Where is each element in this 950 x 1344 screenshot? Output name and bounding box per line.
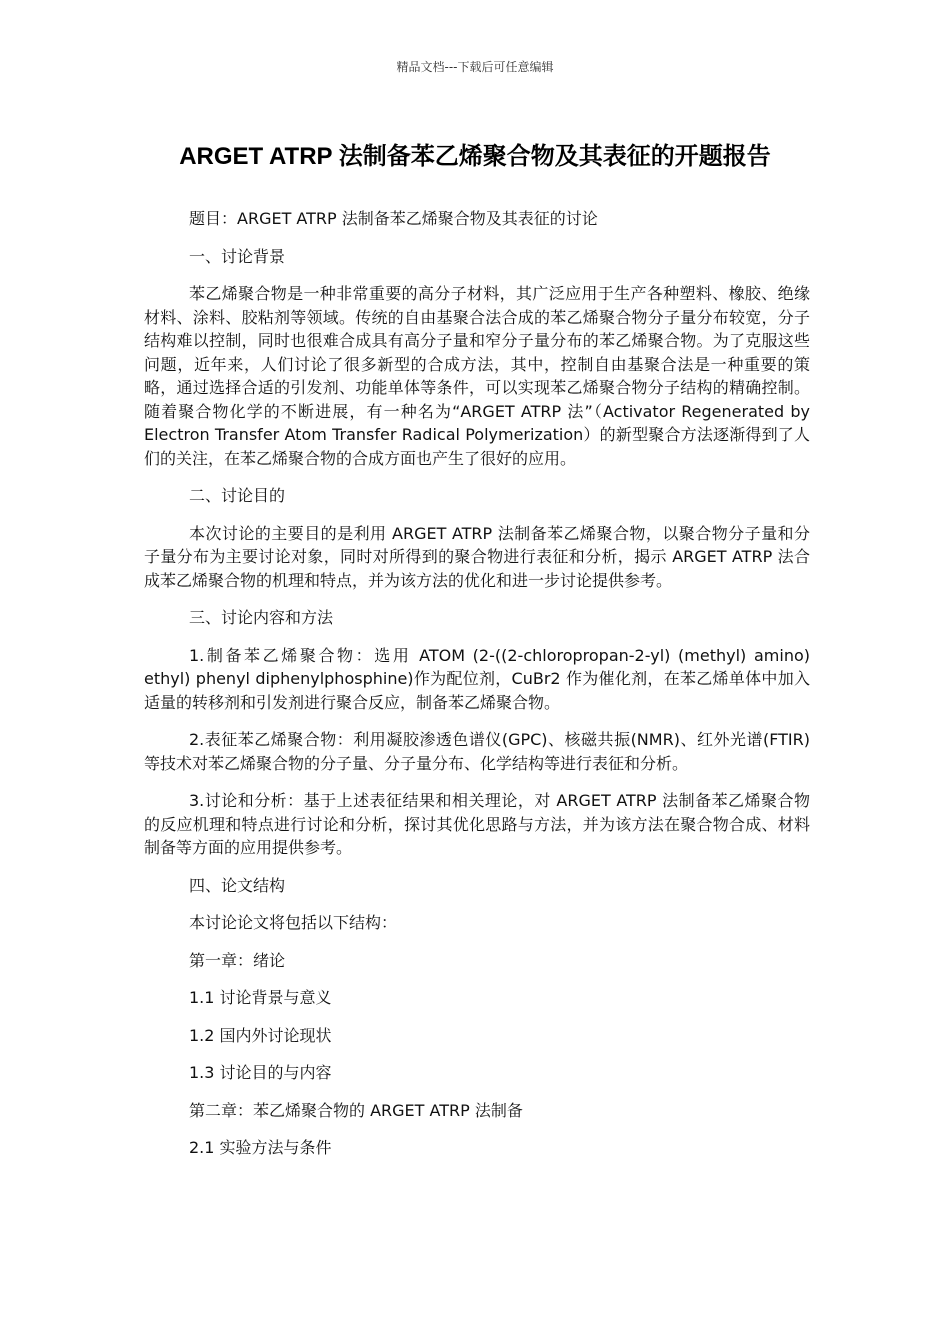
document-title: ARGET ATRP 法制备苯乙烯聚合物及其表征的开题报告 [179, 143, 771, 170]
method-item-2: 2.表征苯乙烯聚合物：利用凝胶渗透色谱仪(GPC)、核磁共振(NMR)、红外光谱(FTIR)等技术对苯乙烯聚合物的分子量、分子量分布、化学结构等进行表征和分析。 [144, 730, 810, 773]
structure-intro: 本讨论论文将包括以下结构： [189, 913, 398, 932]
chapter-1-3: 1.3 讨论目的与内容 [189, 1063, 332, 1082]
section-heading-methods: 三、讨论内容和方法 [189, 608, 334, 627]
topic-line: 题目：ARGET ATRP 法制备苯乙烯聚合物及其表征的讨论 [189, 209, 598, 228]
section-heading-purpose: 二、讨论目的 [189, 486, 286, 505]
section-heading-background: 一、讨论背景 [189, 246, 286, 266]
method-item-3: 3.讨论和分析：基于上述表征结果和相关理论，对 ARGET ATRP 法制备苯乙烯聚合物的反应机理和特点进行讨论和分析，探讨其优化思路与方法，并为该方法在聚合物合成、材料制备等方面的应用提供参考。 [144, 791, 810, 857]
chapter-1-1: 1.1 讨论背景与意义 [189, 988, 332, 1007]
background-paragraph: 苯乙烯聚合物是一种非常重要的高分子材料，其广泛应用于生产各种塑料、橡胶、绝缘材料、涂料、胶粘剂等领域。传统的自由基聚合法合成的苯乙烯聚合物分子量分布较宽，分子结构难以控制，同时也很难合成具有高分子量和窄分子量分布的苯乙烯聚合物。为了克服这些问题，近年来，人们讨论了很多新型的合成方法，其中，控制自由基聚合法是一种重要的策略，通过选择合适的引发剂、功能单体等条件，可以实现苯乙烯聚合物分子结构的精确控制。随着聚合物化学的不断进展，有一种名为“ARGET ATRP 法”（Activator Regenerated by Electron Transfer Atom Transfer Radical Polymerization）的新型聚合方法逐渐得到了人们的关注，在苯乙烯聚合物的合成方面也产生了很好的应用。 [144, 284, 810, 468]
chapter-1-2: 1.2 国内外讨论现状 [189, 1025, 332, 1045]
method-item-1: 1.制备苯乙烯聚合物：选用 ATOM (2-((2-chloropropan-2-yl) (methyl) amino) ethyl) phenyl diphenylphosphine)作为配位剂，CuBr2 作为催化剂，在苯乙烯单体中加入适量的转移剂和引发剂进行聚合反应，制备苯乙烯聚合物。 [144, 645, 810, 712]
chapter-2-1: 2.1 实验方法与条件 [189, 1138, 332, 1157]
chapter-2-heading: 第二章：苯乙烯聚合物的 ARGET ATRP 法制备 [189, 1100, 523, 1120]
header-note: 精品文档---下载后可任意编辑 [396, 60, 554, 74]
purpose-paragraph: 本次讨论的主要目的是利用 ARGET ATRP 法制备苯乙烯聚合物，以聚合物分子量和分子量分布为主要讨论对象，同时对所得到的聚合物进行表征和分析，揭示 ARGET ATRP 法合成苯乙烯聚合物的机理和特点，并为该方法的优化和进一步讨论提供参考。 [144, 523, 810, 590]
section-heading-structure: 四、论文结构 [189, 875, 286, 895]
document-body [144, 207, 810, 1174]
chapter-1-heading: 第一章：绪论 [189, 950, 286, 970]
